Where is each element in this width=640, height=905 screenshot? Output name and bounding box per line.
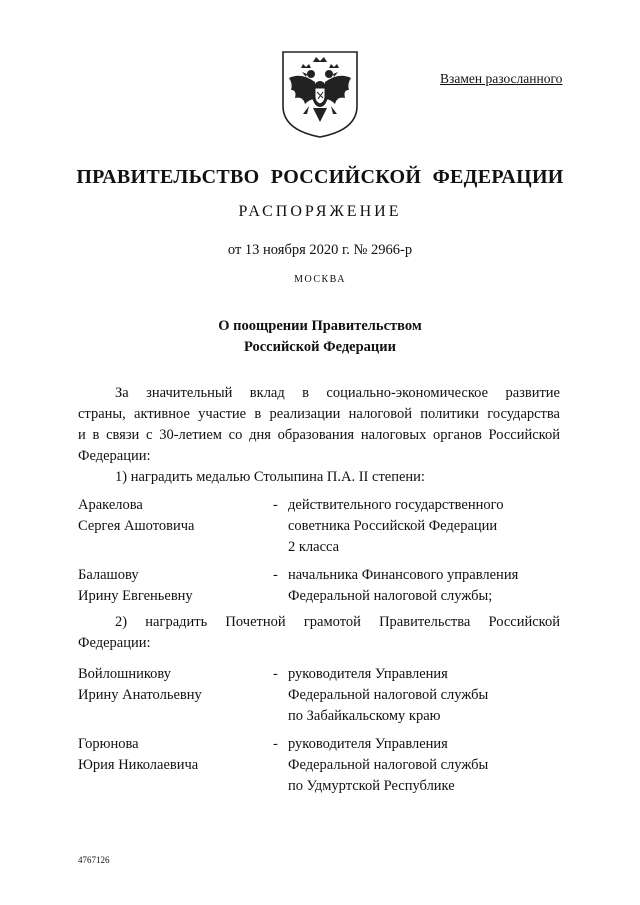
government-title: ПРАВИТЕЛЬСТВО РОССИЙСКОЙ ФЕДЕРАЦИИ [76,166,564,188]
awardee-position [288,495,560,558]
item2-heading-line: Федерации: [78,635,151,651]
name-line: Аракелова [78,497,143,513]
subject-line: Российской Федерации [243,339,396,355]
position-line: действительного государственного [288,497,504,513]
document-code: 4767126 [78,855,110,865]
subject-line: О поощрении Правительством [218,318,422,334]
awardee-name [78,734,268,776]
name-line: Горюнова [78,736,139,752]
awardee-name [78,664,268,706]
preamble-line: За значительный вклад в социально-экономическое развитие [115,385,560,401]
name-line: Балашову [78,567,139,583]
item2-heading [78,612,560,654]
preamble-line: и в связи с 30-летием со дня образования налоговых органов Российской [78,427,560,443]
awardee-position [288,565,560,607]
document-subject [0,316,640,358]
separator-dash: - [273,736,278,752]
name-line: Юрия Николаевича [78,757,199,773]
position-line: Федеральной налоговой службы; [288,588,493,604]
separator-dash: - [273,666,278,682]
separator-dash: - [273,567,278,583]
awardee-entry [78,495,560,559]
position-line: начальника Финансового управления [288,567,519,583]
preamble-line: Федерации: [78,448,151,464]
document-date-number: от 13 ноября 2020 г. № 2966-р [227,242,413,258]
coat-of-arms-emblem [279,48,361,140]
awardee-entry [78,734,560,798]
position-line: Федеральной налоговой службы [288,687,489,703]
document-city: МОСКВА [294,274,346,285]
position-line: советника Российской Федерации [288,518,498,534]
name-line: Войлошникову [78,666,172,682]
name-line: Ирину Евгеньевну [78,588,193,604]
item2-heading-line: 2) наградить Почетной грамотой Правительства Российской [115,614,560,630]
item1-heading: 1) наградить медалью Столыпина П.А. II степени: [115,469,425,485]
awardee-entry [78,565,560,609]
awardee-position [288,664,560,727]
awardee-name [78,565,268,607]
name-line: Ирину Анатольевну [78,687,202,703]
awardee-name [78,495,268,537]
document-type: РАСПОРЯЖЕНИЕ [238,203,402,220]
awardee-entry [78,664,560,728]
position-line: Федеральной налоговой службы [288,757,489,773]
position-line: по Удмуртской Республике [288,778,455,794]
position-line: по Забайкальскому краю [288,708,441,724]
replacement-note: Взамен разосланного [440,71,563,86]
position-line: руководителя Управления [288,736,448,752]
awardee-position [288,734,560,797]
position-line: руководителя Управления [288,666,448,682]
separator-dash: - [273,497,278,513]
position-line: 2 класса [288,539,340,555]
name-line: Сергея Ашотовича [78,518,195,534]
preamble-line: страны, активное участие в реализации налоговой политики государства [78,406,560,422]
preamble-paragraph [78,383,560,467]
